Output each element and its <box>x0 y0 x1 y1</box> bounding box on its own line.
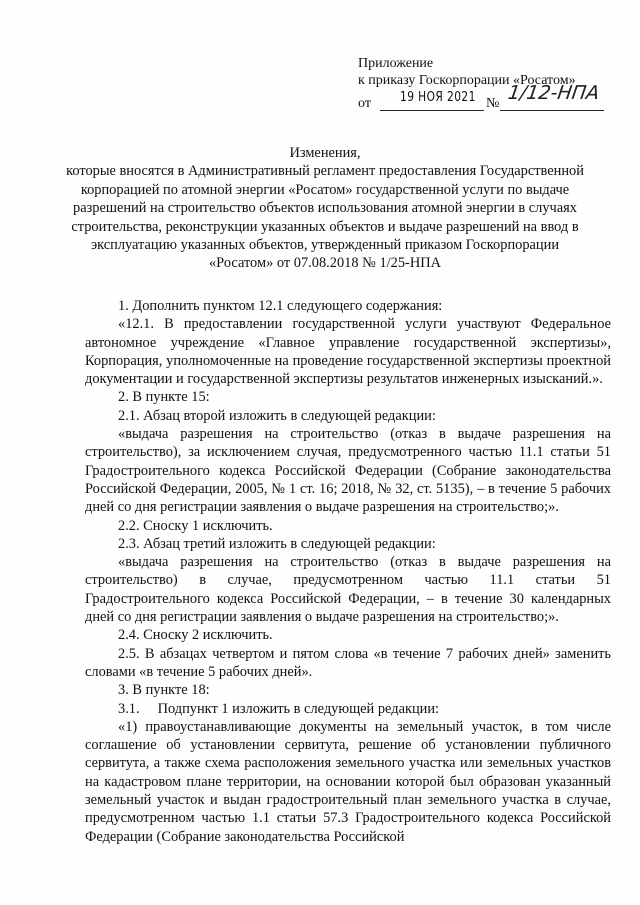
subitem-number: 3.1. <box>118 700 140 717</box>
paragraph: 2.5. В абзацах четвертом и пятом слова «в течение 7 рабочих дней» заменить словами «в течение 5 рабочих дней». <box>85 645 611 680</box>
paragraph: «12.1. В предоставлении государственной услуги участвуют Федеральное автономное учреждение «Главное управление государственной экспертизы», Корпорация, уполномоченные на проведение государственной экспертизы проектной документации и государственной экспертизы результатов инженерных изысканий.». <box>85 316 611 388</box>
paragraph: 3. В пункте 18: <box>118 682 210 699</box>
paragraph: 2.3. Абзац третий изложить в следующей редакции: <box>118 535 436 552</box>
paragraph: «1) правоустанавливающие документы на земельный участок, в том числе соглашение об установлении сервитута, решение об установлении публичного сервитута, а также схема расположения земельного участка или земельных участков на кадастровом плане территории, на основании которой был образован указанный земельный участок и выдан градостроительный план земельного участка в случае, предусмотренном частью 1.1 статьи 57.3 Градостроительного кодекса Российской Федерации (Собрание законодательства Российской <box>85 718 611 845</box>
appendix-label: Приложение <box>358 56 434 71</box>
paragraph: 2. В пункте 15: <box>118 389 210 406</box>
paragraph: 2.1. Абзац второй изложить в следующей редакции: <box>118 407 436 424</box>
paragraph: «выдача разрешения на строительство (отказ в выдаче разрешения на строительство), за исключением случая, предусмотренного частью 11.1 статьи 51 Градостроительного кодекса Российской Федерации (Собрание законодательства Российской Федерации, 2005, № 1 ст. 16; 2018, № 32, ст. 5135), – в течение 5 рабочих дней со дня регистрации заявления о выдаче разрешения на строительство;». <box>85 426 611 516</box>
paragraph: 2.2. Сноску 1 исключить. <box>118 517 273 534</box>
paragraph: 1. Дополнить пунктом 12.1 следующего содержания: <box>118 298 443 314</box>
title-subtitle: которые вносятся в Административный регламент предоставления Государственной корпорацией по атомной энергии «Росатом» государственной услуги по выдаче разрешений на строительство объектов использования атомной энергии в случаях строительства, реконструкции указанных объектов и выдаче разрешений на ввод в эксплуатацию указанных объектов, утвержденный приказом Госкорпорации «Росатом» от 07.08.2018 № 1/25-НПА <box>66 163 584 272</box>
paragraph: «выдача разрешения на строительство (отказ в выдаче разрешения на строительство) в случае, предусмотренном частью 11.1 статьи 51 Градостроительного кодекса Российской Федерации, – в течение 30 календарных дней со дня регистрации заявления о выдаче разрешения на строительство;». <box>85 554 611 626</box>
document-body <box>85 297 611 846</box>
paragraph-with-tab <box>85 700 611 718</box>
subitem-text: Подпункт 1 изложить в следующей редакции: <box>157 700 440 717</box>
appendix-order-reference: к приказу Госкорпорации «Росатом» <box>358 73 576 88</box>
from-label: от <box>358 96 371 111</box>
paragraph: 2.4. Сноску 2 исключить. <box>118 627 273 644</box>
order-date-number-line <box>358 82 601 111</box>
appendix-header <box>358 55 601 111</box>
number-underline <box>500 110 604 111</box>
date-underline <box>380 110 484 111</box>
order-number-handwritten: 1/12-НПА <box>506 82 601 104</box>
document-title <box>60 144 590 273</box>
title-heading: Изменения, <box>289 145 361 161</box>
order-date-stamp: 19 НОЯ 2021 <box>400 90 476 105</box>
number-label: № <box>486 96 500 111</box>
